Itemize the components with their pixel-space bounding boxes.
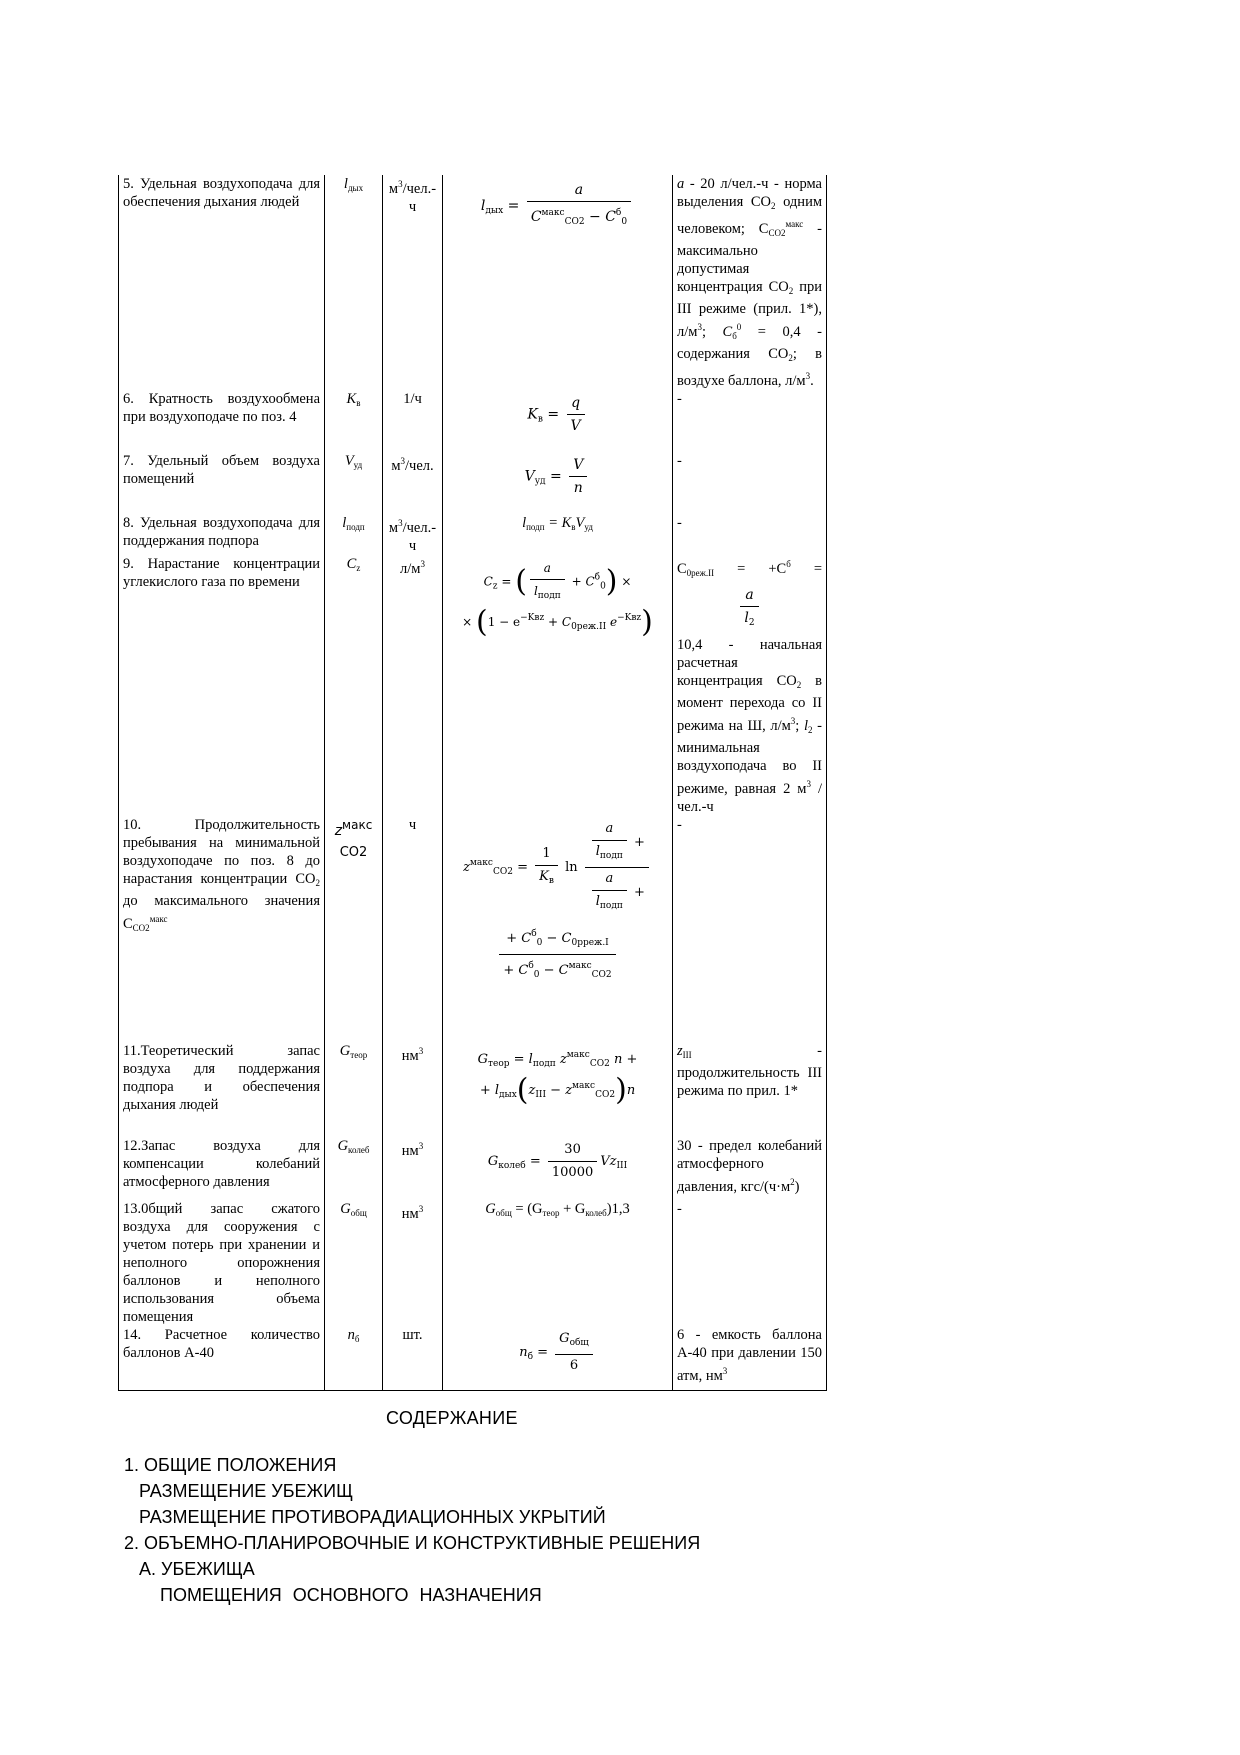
param-note: - bbox=[673, 514, 827, 555]
param-formula: $n_б$ = $\frac{G_{общ}}{6}$ bbox=[443, 1326, 673, 1390]
param-formula: $G_{колеб}$ = $\frac{30}{10000}$ $Vz_{III}$ bbox=[443, 1137, 673, 1200]
table-of-contents bbox=[124, 1452, 700, 1608]
param-formula: $G_{общ} = (G_{теор} + G_{колеб})1,3$ bbox=[443, 1200, 673, 1326]
param-note: - bbox=[673, 390, 827, 452]
param-symbol: $G_{общ}$ bbox=[325, 1200, 383, 1326]
toc-title: СОДЕРЖАНИЕ bbox=[386, 1408, 518, 1428]
param-note: a - 20 л/чел.-ч - норма выделения $CO_2$ одним человеком; $C_{CO2}^{макс}$ - максимально допустимая концентрация $CO_2$ при III режиме (прил. 1*), $л/м^3$; $C_б^0 = 0,4$ - содержания $CO_2$; в воздухе баллона, $л/м^3$. bbox=[673, 175, 827, 390]
param-formula: $l_{дых}$ = $\frac{a}{C^{макс}_{CO2} - C^б_0}$ bbox=[443, 175, 673, 390]
toc-item[interactable]: РАЗМЕЩЕНИЕ ПРОТИВОРАДИАЦИОННЫХ УКРЫТИЙ bbox=[139, 1507, 606, 1527]
param-symbol: $G_{теор}$ bbox=[325, 1042, 383, 1137]
param-note: $z_{III}$ - продолжительность III режима по прил. 1* bbox=[673, 1042, 827, 1137]
param-name: 10. Продолжительность пребывания на минимальной воздухоподаче по поз. 8 до нарастания концентрации $CO_2$ до максимального значения $C_{CO2}^{макс}$ bbox=[119, 816, 325, 1042]
param-unit: $м^3$/чел. bbox=[383, 452, 443, 514]
toc-item[interactable]: 1. ОБЩИЕ ПОЛОЖЕНИЯ bbox=[124, 1455, 337, 1475]
param-name: 14. Расчетное количество баллонов А-40 bbox=[119, 1326, 325, 1390]
table-row bbox=[119, 390, 827, 452]
param-name: 8. Удельная воздухоподача для поддержания подпора bbox=[119, 514, 325, 555]
param-unit: 1/ч bbox=[383, 390, 443, 452]
table-row bbox=[119, 1137, 827, 1200]
param-note: - bbox=[673, 452, 827, 514]
toc-item[interactable]: ПОМЕЩЕНИЯ ОСНОВНОГО НАЗНАЧЕНИЯ bbox=[160, 1585, 542, 1605]
param-formula: $l_{подп} = K_вV_{уд}$ bbox=[443, 514, 673, 555]
param-note: 30 - предел колебаний атмосферного давления, кгс/$(ч\cdot м^2)$ bbox=[673, 1137, 827, 1200]
param-name: 13.0бщий запас сжатого воздуха для сооружения с учетом потерь при хранении и неполного опорожнения баллонов и неполного использования объема помещения bbox=[119, 1200, 325, 1326]
param-formula: $z^{макс}_{CO2}$ = $\frac{1}{K_в}$ ln $\frac{a}{l_{подп}}$ + $\frac{a}{l_{подп}}$ + $\frac{+ C^б_0 - C_{0ppеж.I}}{+ C^б_0 - C^{макс}_{CO2}}$ bbox=[443, 816, 673, 1042]
param-unit: $нм^3$ bbox=[383, 1042, 443, 1137]
param-formula: $C_z$ = ( $\frac{a}{l_{подп}}$ + $C^б_0$) × × ($1 - e^{-Kвz} + C_{0реж.II}$ $e^{-Kвz}$) bbox=[443, 555, 673, 816]
param-unit: $нм^3$ bbox=[383, 1137, 443, 1200]
table-row bbox=[119, 1326, 827, 1390]
param-note: - bbox=[673, 816, 827, 1042]
toc-item[interactable]: 2. ОБЪЕМНО-ПЛАНИРОВОЧНЫЕ И КОНСТРУКТИВНЫЕ РЕШЕНИЯ bbox=[124, 1533, 701, 1553]
param-unit: ч bbox=[383, 816, 443, 1042]
param-unit: шт. bbox=[383, 1326, 443, 1390]
param-formula: $K_в$ = $\frac{q}{V}$ bbox=[443, 390, 673, 452]
toc-item[interactable]: РАЗМЕЩЕНИЕ УБЕЖИЩ bbox=[139, 1481, 353, 1501]
param-note: - bbox=[673, 1200, 827, 1326]
parameters-table bbox=[118, 175, 827, 1391]
param-symbol: $l_{подп}$ bbox=[325, 514, 383, 555]
table-row bbox=[119, 175, 827, 390]
param-name: 11.Теоретический запас воздуха для поддержания подпора и обеспечения дыхания людей bbox=[119, 1042, 325, 1137]
table-row bbox=[119, 514, 827, 555]
param-symbol: $l_{дых}$ bbox=[325, 175, 383, 390]
param-symbol: $G_{колеб}$ bbox=[325, 1137, 383, 1200]
param-unit: $м^3/чел.-ч$ bbox=[383, 175, 443, 390]
param-unit: $л/м^3$ bbox=[383, 555, 443, 816]
param-symbol: $C_z$ bbox=[325, 555, 383, 816]
param-name: 12.Запас воздуха для компенсации колебаний атмосферного давления bbox=[119, 1137, 325, 1200]
param-symbol: $n_б$ bbox=[325, 1326, 383, 1390]
table-row bbox=[119, 452, 827, 514]
param-note: 6 - емкость баллона А-40 при давлении 150 атм, $нм^3$ bbox=[673, 1326, 827, 1390]
param-symbol: $K_в$ bbox=[325, 390, 383, 452]
table-row bbox=[119, 816, 827, 1042]
param-unit: $нм^3$ bbox=[383, 1200, 443, 1326]
table-row bbox=[119, 1042, 827, 1137]
param-note: $C_{0реж.II} = +C^б$ = $\frac{a}{l_2}$ 10,4 - начальная расчетная концентрация $CO_2$ в момент перехода со II режима на Ш, $л/м^3$; $l_2$ - минимальная воздухоподача во II режиме, равная 2 $м^3$ /чел.-ч bbox=[673, 555, 827, 816]
param-name: 9. Нарастание концентрации углекислого газа по времени bbox=[119, 555, 325, 816]
toc-item[interactable]: А. УБЕЖИЩА bbox=[139, 1559, 255, 1579]
param-name: 6. Кратность воздухообмена при воздухоподаче по поз. 4 bbox=[119, 390, 325, 452]
table-row bbox=[119, 555, 827, 816]
param-symbol: $V_{уд}$ bbox=[325, 452, 383, 514]
param-name: 7. Удельный объем воздуха помещений bbox=[119, 452, 325, 514]
table-row bbox=[119, 1200, 827, 1326]
param-symbol: zмакс CO2 bbox=[325, 816, 383, 1042]
param-formula: $V_{уд}$ = $\frac{V}{n}$ bbox=[443, 452, 673, 514]
param-formula: $G_{теор} = l_{подп}$ $z^{макс}_{CO2}$ n + + $l_{дых}(z_{III} - z^{макс}_{CO2})n$ bbox=[443, 1042, 673, 1137]
param-unit: $м^3/чел.-ч$ bbox=[383, 514, 443, 555]
param-name: 5. Удельная воздухоподача для обеспечения дыхания людей bbox=[119, 175, 325, 390]
